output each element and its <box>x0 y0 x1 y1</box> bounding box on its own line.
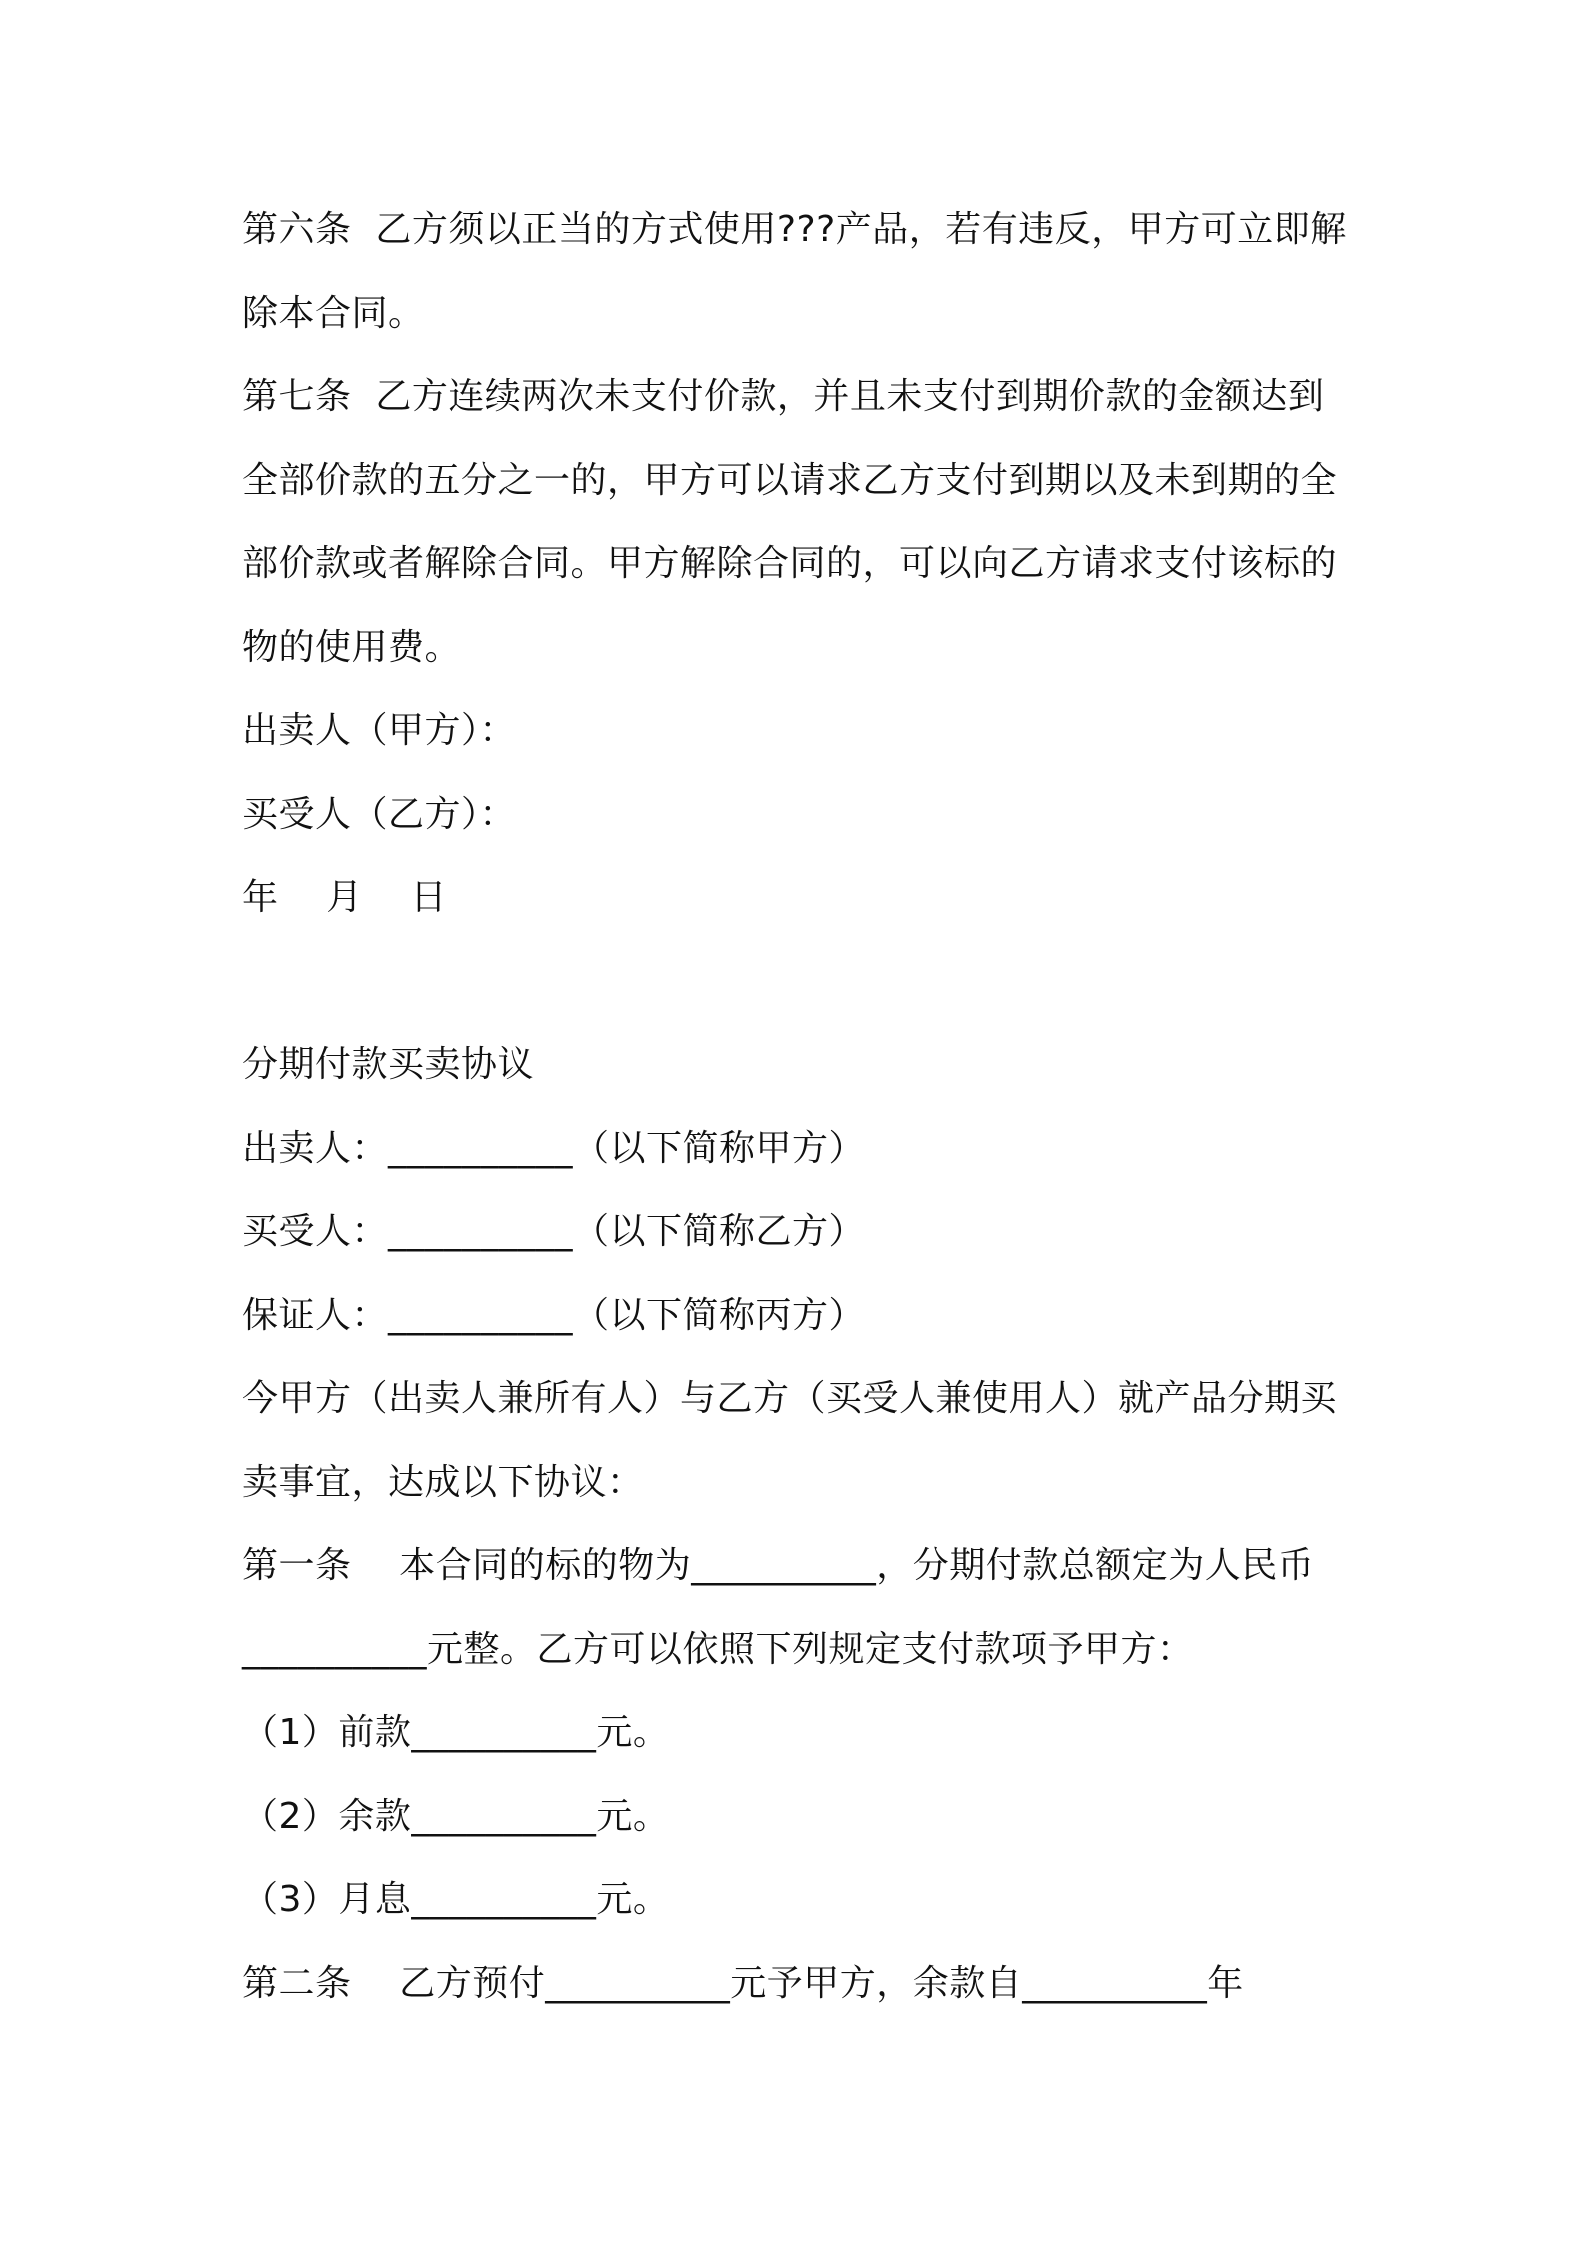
payment-item: （2）余款__________元。 <box>242 1795 670 1837</box>
text-line: 今甲方（出卖人兼所有人）与乙方（买受人兼使用人）就产品分期买 <box>242 1378 1338 1419</box>
text-line: __________元整。乙方可以依照下列规定支付款项予甲方： <box>242 1628 1194 1670</box>
buyer-field-line: 买受人：__________（以下简称乙方） <box>242 1211 866 1252</box>
text-line: 全部价款的五分之一的，甲方可以请求乙方支付到期以及未到期的全 <box>242 459 1338 501</box>
text-line: 第一条 本合同的标的物为__________，分期付款总额定为人民币 <box>242 1545 1315 1586</box>
date-line: 年 月 日 <box>242 877 448 918</box>
text-line: 第六条 乙方须以正当的方式使用???产品，若有违反，甲方可立即解 <box>242 209 1347 250</box>
seller-field-line: 出卖人：__________（以下简称甲方） <box>242 1127 866 1169</box>
text-line: 物的使用费。 <box>242 626 462 668</box>
text-line: 第二条 乙方预付__________元予甲方，余款自__________年 <box>242 1962 1244 2004</box>
text-line: 第七条 乙方连续两次未支付价款，并且未支付到期价款的金额达到 <box>242 376 1325 417</box>
seller-signature-line: 出卖人（甲方）： <box>242 710 517 751</box>
text-line: 卖事宜，达成以下协议： <box>242 1461 644 1503</box>
payment-item: （3）月息__________元。 <box>242 1879 670 1920</box>
buyer-signature-line: 买受人（乙方）： <box>242 793 517 835</box>
document-title: 分期付款买卖协议 <box>242 1044 535 1085</box>
text-line: 除本合同。 <box>242 292 425 334</box>
guarantor-field-line: 保证人：__________（以下简称丙方） <box>242 1294 866 1336</box>
text-line: 部价款或者解除合同。甲方解除合同的，可以向乙方请求支付该标的 <box>242 543 1338 584</box>
section-spacer <box>242 947 1362 1031</box>
document-page <box>242 195 1362 2032</box>
payment-item: （1）前款__________元。 <box>242 1712 670 1753</box>
